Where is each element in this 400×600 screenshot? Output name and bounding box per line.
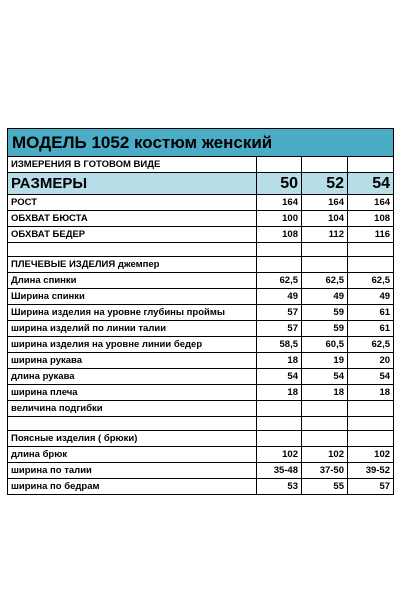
measurement-name: величина подгибки [8, 401, 257, 417]
measurement-value: 55 [302, 479, 348, 495]
table-row [8, 353, 394, 369]
measurements-subtitle: ИЗМЕРЕНИЯ В ГОТОВОМ ВИДЕ [8, 157, 257, 173]
measurement-name: ширина рукава [8, 353, 257, 369]
measurement-value [257, 257, 302, 273]
table-row [8, 337, 394, 353]
table-row [8, 401, 394, 417]
measurement-name: длина брюк [8, 447, 257, 463]
measurement-value [257, 401, 302, 417]
measurement-value: 59 [302, 305, 348, 321]
table-row [8, 289, 394, 305]
table-row [8, 369, 394, 385]
measurement-name: ширина изделия на уровне линии бедер [8, 337, 257, 353]
sizes-label: РАЗМЕРЫ [8, 173, 257, 195]
measurement-value: 37-50 [302, 463, 348, 479]
measurement-value [302, 417, 348, 431]
measurement-value [302, 431, 348, 447]
table-row [8, 243, 394, 257]
measurement-name [8, 417, 257, 431]
table-row [8, 385, 394, 401]
measurement-value [257, 431, 302, 447]
measurement-name: РОСТ [8, 195, 257, 211]
measurement-value [348, 257, 394, 273]
table-row [8, 257, 394, 273]
measurement-value: 19 [302, 353, 348, 369]
measurement-value: 61 [348, 305, 394, 321]
size-54: 54 [348, 173, 394, 195]
measurement-value: 54 [348, 369, 394, 385]
table-row [8, 273, 394, 289]
measurement-value [348, 417, 394, 431]
measurement-value [348, 243, 394, 257]
measurement-value: 100 [257, 211, 302, 227]
measurement-value: 18 [302, 385, 348, 401]
measurement-value: 18 [348, 385, 394, 401]
sizes-header-row [8, 173, 394, 195]
measurement-value: 62,5 [348, 273, 394, 289]
table-row [8, 321, 394, 337]
measurement-value: 60,5 [302, 337, 348, 353]
title-row [8, 129, 394, 157]
measurement-value: 164 [348, 195, 394, 211]
measurement-name: ОБХВАТ БЕДЕР [8, 227, 257, 243]
measurement-value: 49 [302, 289, 348, 305]
measurement-value: 35-48 [257, 463, 302, 479]
measurement-value: 18 [257, 353, 302, 369]
measurement-value: 54 [302, 369, 348, 385]
measurement-name: ширина плеча [8, 385, 257, 401]
measurement-name: ПЛЕЧЕВЫЕ ИЗДЕЛИЯ джемпер [8, 257, 257, 273]
measurement-value: 53 [257, 479, 302, 495]
measurement-value: 164 [302, 195, 348, 211]
measurement-value: 18 [257, 385, 302, 401]
measurement-value: 57 [257, 321, 302, 337]
measurement-value: 108 [257, 227, 302, 243]
measurement-value: 54 [257, 369, 302, 385]
measurement-name: Ширина изделия на уровне глубины проймы [8, 305, 257, 321]
measurement-value: 39-52 [348, 463, 394, 479]
measurement-value [302, 243, 348, 257]
measurement-value: 102 [257, 447, 302, 463]
empty-cell [257, 157, 302, 173]
table-row [8, 479, 394, 495]
measurement-value: 57 [348, 479, 394, 495]
size-52: 52 [302, 173, 348, 195]
measurement-value: 49 [348, 289, 394, 305]
measurement-value: 20 [348, 353, 394, 369]
measurement-value [302, 257, 348, 273]
measurement-value: 62,5 [257, 273, 302, 289]
measurement-name: ширина изделий по линии талии [8, 321, 257, 337]
measurement-name: длина рукава [8, 369, 257, 385]
measurement-value: 61 [348, 321, 394, 337]
measurement-value: 108 [348, 211, 394, 227]
table-row [8, 431, 394, 447]
measurement-name [8, 243, 257, 257]
measurement-name: ширина по бедрам [8, 479, 257, 495]
model-title: МОДЕЛЬ 1052 костюм женский [8, 129, 394, 157]
measurement-value: 164 [257, 195, 302, 211]
subtitle-row [8, 157, 394, 173]
measurement-value: 116 [348, 227, 394, 243]
measurement-value: 102 [302, 447, 348, 463]
measurement-value: 102 [348, 447, 394, 463]
empty-cell [302, 157, 348, 173]
measurement-name: ширина по талии [8, 463, 257, 479]
table-row [8, 417, 394, 431]
measurement-value: 49 [257, 289, 302, 305]
measurement-name: ОБХВАТ БЮСТА [8, 211, 257, 227]
measurement-value: 62,5 [302, 273, 348, 289]
measurement-value: 112 [302, 227, 348, 243]
table-row [8, 195, 394, 211]
table-row [8, 463, 394, 479]
measurement-value [302, 401, 348, 417]
table-row [8, 305, 394, 321]
size-chart-table [7, 128, 394, 495]
measurement-value [348, 431, 394, 447]
measurement-name: Длина спинки [8, 273, 257, 289]
measurement-value: 59 [302, 321, 348, 337]
measurement-name: Поясные изделия ( брюки) [8, 431, 257, 447]
measurement-value [348, 401, 394, 417]
measurement-value: 57 [257, 305, 302, 321]
measurement-name: Ширина спинки [8, 289, 257, 305]
measurement-value [257, 417, 302, 431]
empty-cell [348, 157, 394, 173]
size-50: 50 [257, 173, 302, 195]
measurement-value: 58,5 [257, 337, 302, 353]
table-row [8, 447, 394, 463]
table-row [8, 227, 394, 243]
measurement-value: 104 [302, 211, 348, 227]
measurement-value: 62,5 [348, 337, 394, 353]
table-row [8, 211, 394, 227]
measurement-value [257, 243, 302, 257]
